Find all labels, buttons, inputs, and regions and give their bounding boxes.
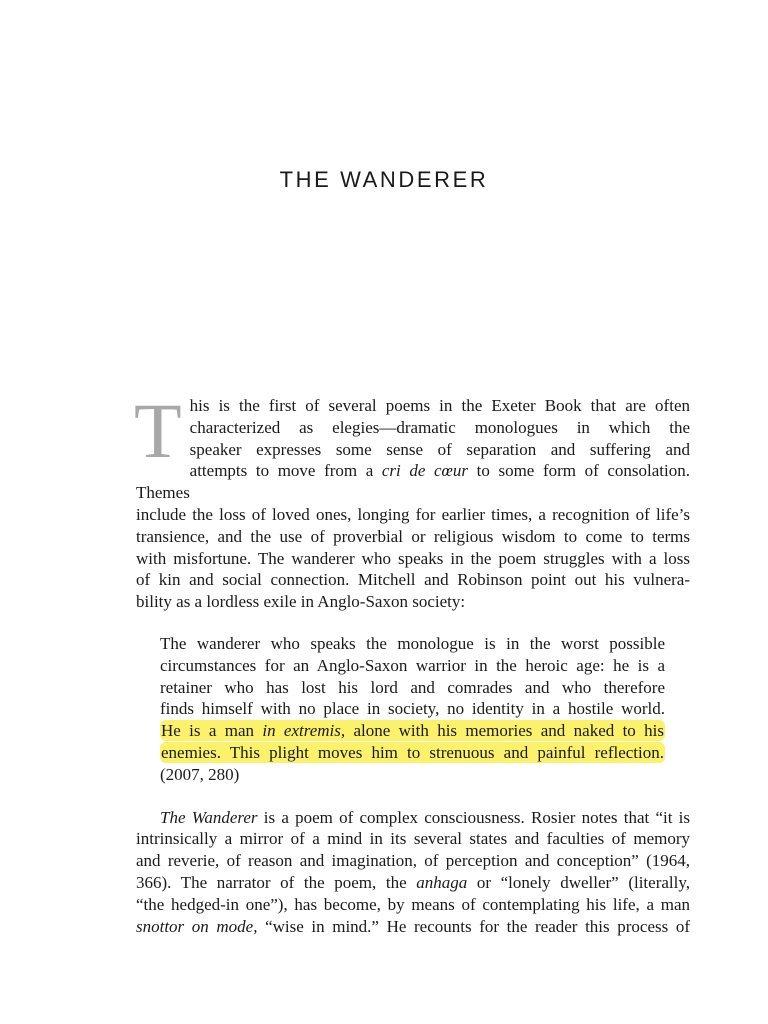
chapter-title: THE WANDERER <box>279 166 489 192</box>
highlight-start: He is a man <box>161 721 263 741</box>
italic-phrase: anhaga <box>416 872 468 892</box>
intro-line-6: transience, and the use of proverbial or religious wisdom to come to terms <box>136 526 690 546</box>
para2-line-4-start: 366). The narrator of the poem, the <box>136 872 417 892</box>
intro-line-1: his is the first of several poems in the Exeter Book that are often <box>189 396 690 415</box>
quote-line-1: The wanderer who speaks the monologue is in the worst possible <box>160 633 665 653</box>
highlight-end: alone with his memories and naked to his <box>345 721 664 741</box>
para2-line-3: and reverie, of reason and imagination, of perception and conception” (1964, <box>136 851 690 871</box>
quote-citation: (2007, 280) <box>160 764 240 784</box>
para2-line-6-rest: “wise in mind.” He recounts for the reader this process of <box>257 916 690 936</box>
intro-line-8: of kin and social connection. Mitchell and Robinson point out his vulnera- <box>136 570 690 590</box>
intro-line-4-end: to some form of consolation. Themes <box>136 461 690 503</box>
intro-paragraph <box>134 387 690 613</box>
body-text <box>134 387 691 937</box>
para2-line-4 <box>136 872 690 894</box>
para2-line-1-rest: is a poem of complex consciousness. Rosier notes that “it is <box>257 807 691 827</box>
second-paragraph <box>136 807 690 938</box>
para2-line-2: intrinsically a mirror of a mind in its several states and faculties of memory <box>136 829 690 849</box>
drop-cap: T <box>134 387 182 474</box>
highlighted-text <box>160 720 665 741</box>
italic-title: The Wanderer <box>160 807 258 827</box>
quote-line-5 <box>160 720 665 742</box>
block-quote <box>160 633 665 786</box>
intro-line-7: with misfortune. The wanderer who speaks in the poem struggles with a loss <box>136 548 690 568</box>
intro-line-4 <box>136 460 690 504</box>
italic-phrase: snottor on mode, <box>136 916 258 936</box>
quote-line-6 <box>160 742 665 764</box>
intro-line-9: bility as a lordless exile in Anglo-Saxon society: <box>136 592 466 612</box>
quote-line-2: circumstances for an Anglo-Saxon warrior in the heroic age: he is a <box>160 655 665 675</box>
intro-line-2: characterized as elegies—dramatic monologues in which the <box>189 417 690 437</box>
para2-line-5: “the hedged-in one”), has become, by means of contemplating his life, a man <box>136 894 690 914</box>
intro-line-5: include the loss of loved ones, longing for earlier times, a recognition of life’s <box>136 504 690 524</box>
para2-line-4-end: or “lonely dweller” (literally, <box>467 872 690 892</box>
quote-line-4: finds himself with no place in society, no identity in a hostile world. <box>160 699 665 719</box>
italic-phrase: cri de cœur <box>381 461 469 481</box>
intro-line-4-start: attempts to move from a <box>189 461 382 481</box>
intro-line-3: speaker expresses some sense of separation and suffering and <box>189 439 690 459</box>
quote-line-3: retainer who has lost his lord and comrades and who therefore <box>160 677 665 697</box>
italic-phrase: in extremis, <box>262 721 346 741</box>
para2-line-6 <box>136 916 690 938</box>
para2-line-1 <box>136 807 690 829</box>
highlighted-text: enemies. This plight moves him to strenuous and painful reflection. <box>161 742 664 762</box>
